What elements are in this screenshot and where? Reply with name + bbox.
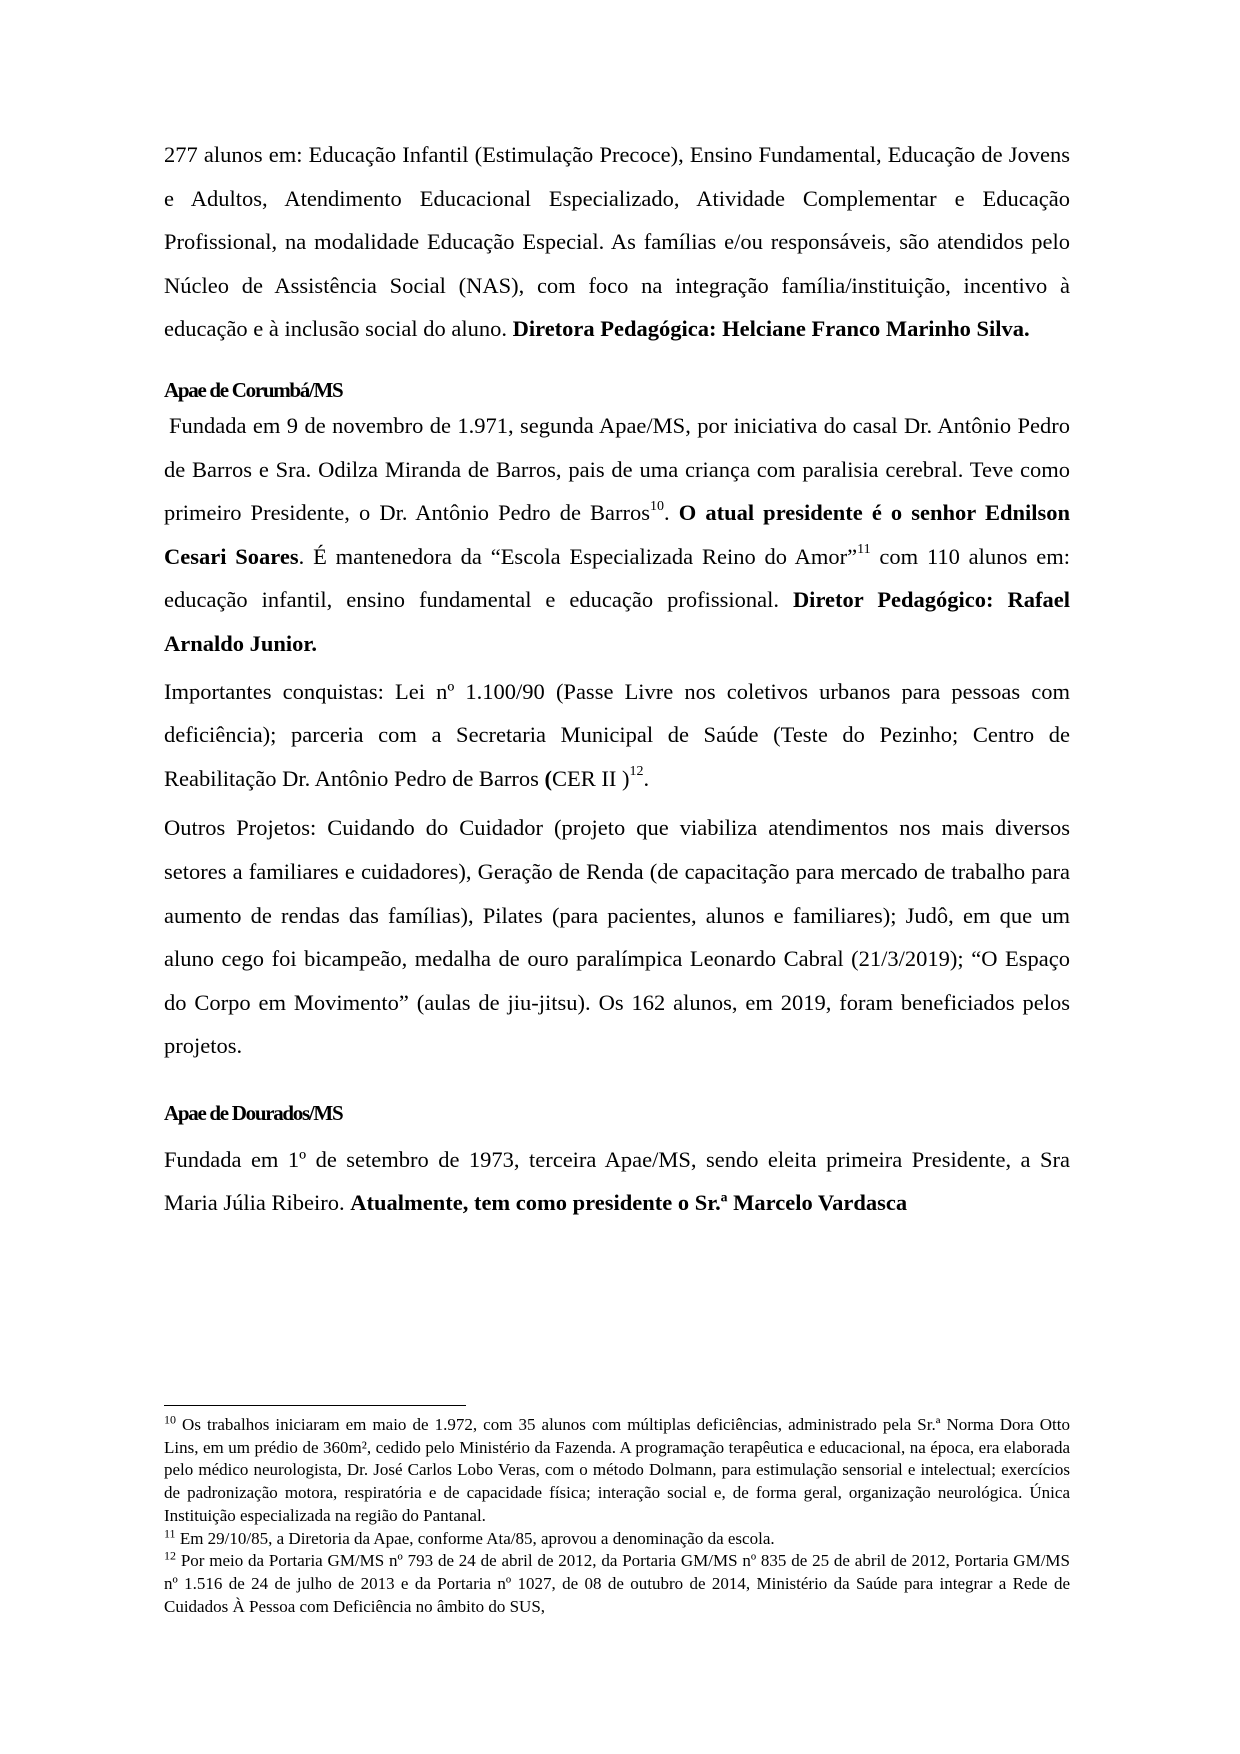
- footnotes: [164, 1414, 1070, 1618]
- footnote-ref-10[interactable]: 10: [650, 498, 665, 514]
- section-heading: Apae de Dourados/MS: [164, 1100, 343, 1125]
- text-run: .: [643, 765, 650, 791]
- paragraph-corumba-intro: [164, 404, 1070, 666]
- director-name: Diretor Pedagógico: Rafael Arnaldo Junior.: [164, 587, 1071, 656]
- director-name: Diretora Pedagógica: Helciane Franco Marinho Silva.: [512, 316, 1030, 342]
- section-apae-dourados: [164, 1096, 1070, 1225]
- section-heading: Apae de Corumbá/MS: [164, 377, 343, 402]
- body-text: [164, 133, 1070, 1225]
- paragraph-dourados-intro: [164, 1138, 1070, 1225]
- footnote-separator: [164, 1405, 466, 1406]
- section-apae-corumba: [164, 373, 1070, 1068]
- paragraph-text: 277 alunos em: Educação Infantil (Estimulação Precoce), Ensino Fundamental, Educação de Jovens e Adultos, Atendimento Educacional Especializado, Atividade Complementar e Educação Profissional, na modalidade Educação Especial. As famílias e/ou responsáveis, são atendidos pelo Núcleo de Assistência Social (NAS), com foco na integração família/instituição, incentivo à educação e à inclusão social do aluno.: [164, 142, 1070, 342]
- footnote-10: [164, 1414, 1070, 1528]
- paragraph-corumba-outros-projetos: Outros Projetos: Cuidando do Cuidador (projeto que viabiliza atendimentos nos mais diversos setores a familiares e cuidadores), Geração de Renda (de capacitação para mercado de trabalho para aumento de rendas das famílias), Pilates (para pacientes, alunos e familiares); Judô, em que um aluno cego foi bicampeão, medalha de ouro paralímpica Leonardo Cabral (21/3/2019); “O Espaço do Corpo em Movimento” (aulas de jiu-jitsu). Os 162 alunos, em 2019, foram beneficiados pelos projetos.: [164, 815, 1070, 1059]
- text-run: CER II ): [552, 765, 630, 791]
- footnote-number: 11: [164, 1525, 176, 1540]
- president-name: O atual presidente é o senhor Ednilson Cesari Soares: [164, 500, 1070, 569]
- text-run: Fundada em 9 de novembro de 1.971, segunda Apae/MS, por iniciativa do casal Dr. Antônio Pedro de Barros e Sra. Odilza Miranda de Barros, pais de uma criança com paralisia cerebral. Teve como primeiro Presidente, o Dr. Antônio Pedro de Barros: [164, 412, 1070, 526]
- footnote-ref-12[interactable]: 12: [629, 764, 644, 780]
- text-run: .: [664, 500, 679, 526]
- president-name: Atualmente, tem como presidente o Sr.ª Marcelo Vardasca: [350, 1190, 908, 1216]
- text-run-bold: (: [544, 765, 553, 791]
- footnote-number: 10: [164, 1412, 176, 1427]
- paragraph-corumba-conquistas: [164, 670, 1070, 801]
- text-run: Importantes conquistas: Lei nº 1.100/90 (Passe Livre nos coletivos urbanos para pessoas com deficiência); parceria com a Secretaria Municipal de Saúde (Teste do Pezinho; Centro de Reabilitação Dr. Antônio Pedro de Barros: [164, 678, 1070, 791]
- footnote-11: [164, 1525, 1070, 1551]
- footnote-text: Os trabalhos iniciaram em maio de 1.972, com 35 alunos com múltiplas deficiências, administrado pela Sr.ª Norma Dora Otto Lins, em um prédio de 360m², cedido pelo Ministério da Fazenda. A programação terapêutica e educacional, na época, era elaborada pelo médico neurologista, Dr. José Carlos Lobo Veras, com o método Dolmann, para estimulação sensorial e intelectual; exercícios de padronização motora, respiratória e de capacidade física; interação social e, de forma geral, organização neurológica. Única Instituição especializada na região do Pantanal.: [164, 1415, 1070, 1525]
- footnote-text: Em 29/10/85, a Diretoria da Apae, conforme Ata/85, aprovou a denominação da escola.: [175, 1528, 775, 1548]
- paragraph-apae-intro-continuation: [164, 133, 1070, 351]
- text-run: Fundada em 1º de setembro de 1973, terceira Apae/MS, sendo eleita primeira Presidente, a Sra Maria Júlia Ribeiro.: [164, 1146, 1070, 1216]
- footnote-12: [164, 1550, 1070, 1618]
- footnote-ref-11[interactable]: 11: [857, 542, 871, 558]
- footnote-text: Por meio da Portaria GM/MS nº 793 de 24 de abril de 2012, da Portaria GM/MS nº 835 de 25 de abril de 2012, Portaria GM/MS nº 1.516 de 24 de julho de 2013 e da Portaria nº 1027, de 08 de outubro de 2014, Ministério da Saúde para integrar a Rede de Cuidados À Pessoa com Deficiência no âmbito do SUS,: [164, 1551, 1070, 1616]
- text-run: com 110 alunos em: educação infantil, ensino fundamental e educação profissional.: [164, 543, 1070, 613]
- text-run: . É mantenedora da “Escola Especializada Reino do Amor”: [298, 543, 858, 569]
- footnote-number: 12: [164, 1548, 176, 1563]
